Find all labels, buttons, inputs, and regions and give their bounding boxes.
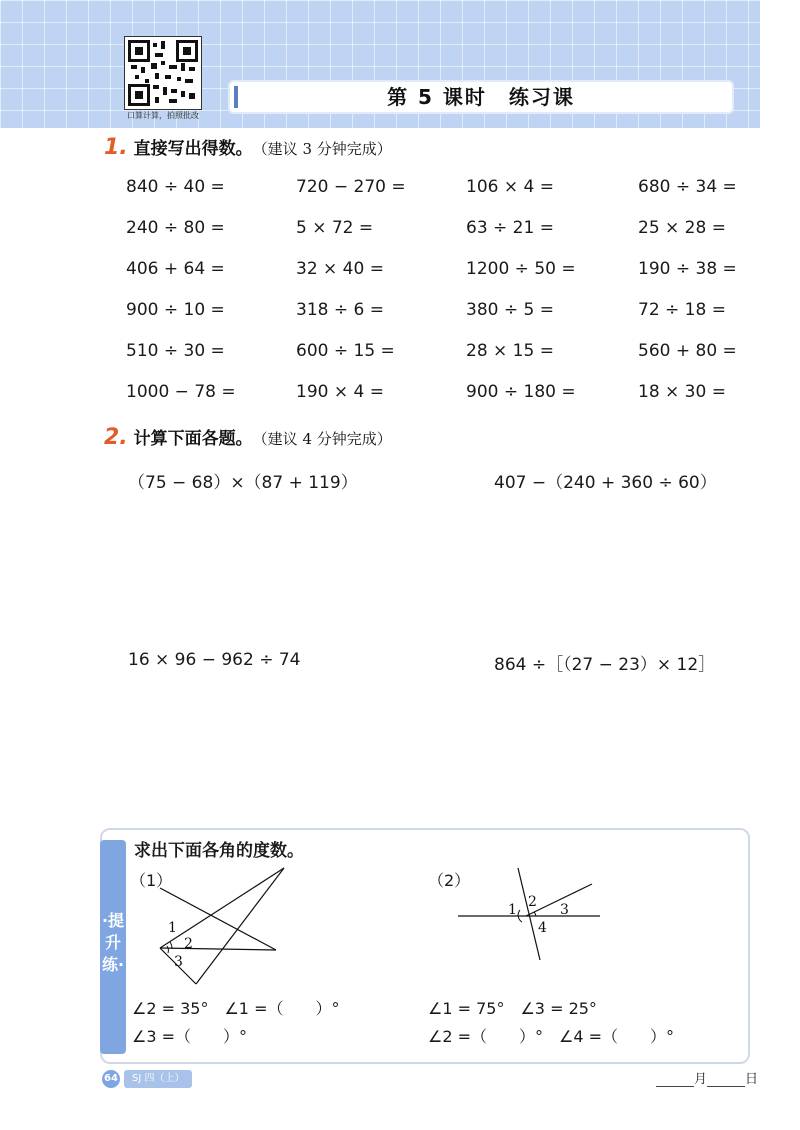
part2-given: ∠1 = 75° ∠3 = 25° xyxy=(428,999,597,1018)
oral-problem[interactable]: 28 × 15 = xyxy=(466,341,554,361)
oral-problem[interactable]: 560 + 80 = xyxy=(638,341,737,361)
calc-problem[interactable]: 864 ÷［（27 − 23）× 12］ xyxy=(494,655,716,675)
oral-problem[interactable]: 190 × 4 = xyxy=(296,382,384,402)
lift-question: 求出下面各角的度数。 xyxy=(134,841,304,861)
oral-calc-grid xyxy=(126,172,746,418)
date-line xyxy=(656,1068,758,1087)
angle-label-2: 2 xyxy=(184,936,193,952)
calc-problem[interactable]: 407 −（240 + 360 ÷ 60） xyxy=(494,473,717,493)
page-number: 64 xyxy=(102,1070,120,1088)
section1-number: 1. xyxy=(104,135,128,160)
book-tag: SJ 四（上） xyxy=(124,1070,192,1088)
oral-problem[interactable]: 900 ÷ 180 = xyxy=(466,382,576,402)
month-blank[interactable] xyxy=(656,1074,694,1087)
calc-problem[interactable]: 16 × 96 − 962 ÷ 74 xyxy=(128,650,301,670)
day-label: 日 xyxy=(745,1072,759,1087)
oral-problem[interactable]: 25 × 28 = xyxy=(638,218,726,238)
section2-title: 计算下面各题。 xyxy=(133,429,253,449)
oral-problem[interactable]: 510 ÷ 30 = xyxy=(126,341,225,361)
section1-hint: （建议 3 分钟完成） xyxy=(252,140,392,158)
oral-problem[interactable]: 106 × 4 = xyxy=(466,177,554,197)
angle-label-3: 3 xyxy=(174,954,183,970)
oral-problem[interactable]: 5 × 72 = xyxy=(296,218,374,238)
oral-problem[interactable]: 190 ÷ 38 = xyxy=(638,259,737,279)
part2-ask[interactable]: ∠2 =（ ）° ∠4 =（ ）° xyxy=(428,1027,675,1046)
month-label: 月 xyxy=(694,1072,708,1087)
angle-label-4: 4 xyxy=(538,920,547,936)
qr-caption: 口算计算，拍照批改 xyxy=(127,111,199,120)
qr-code[interactable] xyxy=(124,36,202,110)
section2-number: 2. xyxy=(104,425,128,450)
oral-problem[interactable]: 840 ÷ 40 = xyxy=(126,177,225,197)
oral-problem[interactable]: 1000 − 78 = xyxy=(126,382,236,402)
oral-problem[interactable]: 680 ÷ 34 = xyxy=(638,177,737,197)
lift-tab-label: ·提升练· xyxy=(101,911,125,974)
part2-label: （2） xyxy=(428,871,471,890)
oral-problem[interactable]: 380 ÷ 5 = xyxy=(466,300,554,320)
day-blank[interactable] xyxy=(707,1074,745,1087)
oral-problem[interactable]: 900 ÷ 10 = xyxy=(126,300,225,320)
part1-label: （1） xyxy=(130,871,173,890)
oral-problem[interactable]: 32 × 40 = xyxy=(296,259,384,279)
angle-label-3: 3 xyxy=(560,902,569,918)
oral-problem[interactable]: 240 ÷ 80 = xyxy=(126,218,225,238)
angle-label-1: 1 xyxy=(168,920,177,936)
angle-figure-1 xyxy=(150,862,290,992)
section1-heading xyxy=(104,134,392,160)
oral-problem[interactable]: 1200 ÷ 50 = xyxy=(466,259,576,279)
lesson-title: 第 5 课时 练习课 xyxy=(387,85,575,109)
oral-problem[interactable]: 720 − 270 = xyxy=(296,177,406,197)
oral-problem[interactable]: 600 ÷ 15 = xyxy=(296,341,395,361)
oral-problem[interactable]: 72 ÷ 18 = xyxy=(638,300,726,320)
lift-practice-tab xyxy=(100,840,126,1054)
oral-problem[interactable]: 406 + 64 = xyxy=(126,259,225,279)
oral-problem[interactable]: 18 × 30 = xyxy=(638,382,726,402)
oral-problem[interactable]: 63 ÷ 21 = xyxy=(466,218,554,238)
oral-problem[interactable]: 318 ÷ 6 = xyxy=(296,300,384,320)
angle-label-2: 2 xyxy=(528,894,537,910)
section2-heading xyxy=(104,424,392,450)
part1-ask[interactable]: ∠3 =（ ）° xyxy=(132,1027,248,1046)
section2-hint: （建议 4 分钟完成） xyxy=(252,430,392,448)
angle-label-1: 1 xyxy=(508,902,517,918)
angle-figure-2 xyxy=(452,862,608,962)
calc-problem[interactable]: （75 − 68）×（87 + 119） xyxy=(128,473,358,493)
part1-given[interactable]: ∠2 = 35° ∠1 =（ ）° xyxy=(132,999,340,1018)
lesson-title-bar xyxy=(228,80,734,114)
section1-title: 直接写出得数。 xyxy=(133,139,253,159)
